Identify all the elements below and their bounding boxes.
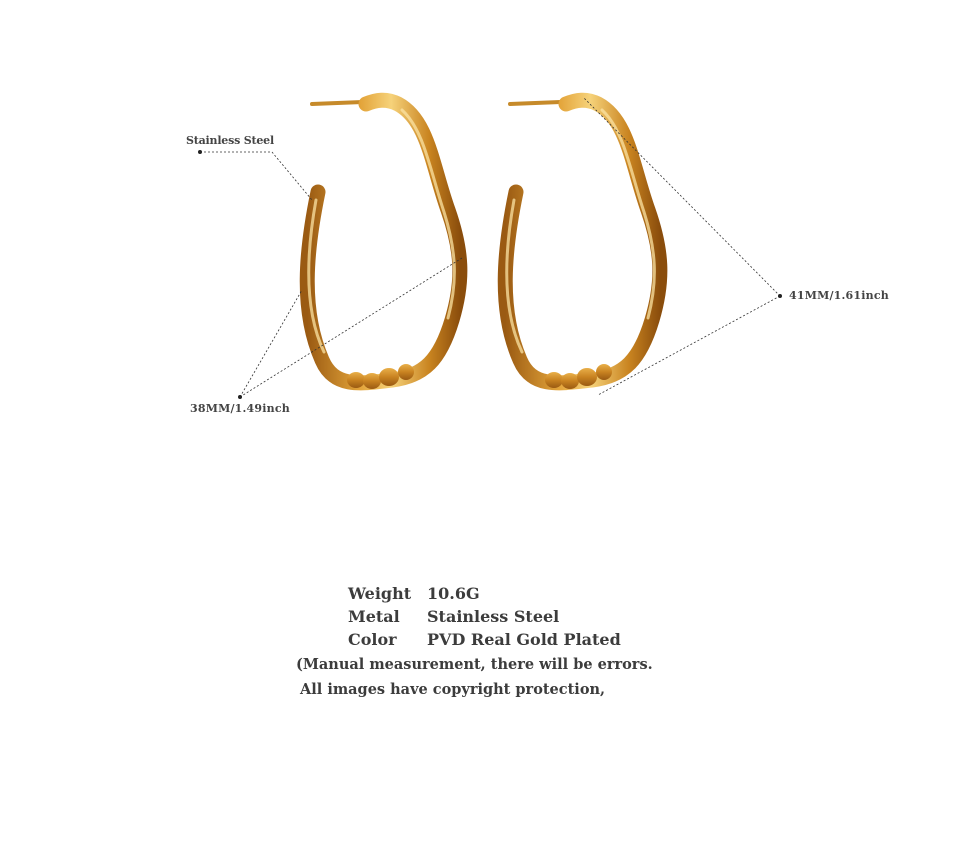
right-earring bbox=[505, 100, 660, 389]
spec-label: Metal bbox=[348, 607, 400, 626]
leader-line-width-a bbox=[240, 290, 302, 397]
spec-value: Stainless Steel bbox=[427, 607, 560, 626]
spec-row-color bbox=[348, 628, 621, 651]
spec-list bbox=[348, 582, 621, 651]
left-earring bbox=[307, 100, 460, 389]
left-earring-hoop bbox=[307, 100, 460, 383]
callout-width-label: 38MM/1.49inch bbox=[190, 402, 290, 415]
copyright-note: All images have copyright protection, bbox=[300, 681, 606, 698]
callout-dot-material bbox=[198, 150, 202, 154]
callout-height-label: 41MM/1.61inch bbox=[789, 289, 889, 302]
measurement-note: (Manual measurement, there will be errors. bbox=[296, 656, 653, 673]
spec-value: PVD Real Gold Plated bbox=[427, 630, 621, 649]
callout-dot-height bbox=[778, 294, 782, 298]
callout-material-label: Stainless Steel bbox=[186, 134, 274, 147]
spec-row-weight bbox=[348, 582, 621, 605]
leader-line-height-b bbox=[598, 296, 780, 395]
callout-dot-width bbox=[238, 395, 242, 399]
leader-line-material bbox=[200, 152, 312, 200]
right-earring-hoop bbox=[505, 100, 660, 383]
spec-label: Color bbox=[348, 630, 397, 649]
spec-label: Weight bbox=[348, 584, 412, 603]
leader-lines bbox=[200, 97, 780, 397]
spec-row-metal bbox=[348, 605, 621, 628]
spec-value: 10.6G bbox=[427, 584, 480, 603]
